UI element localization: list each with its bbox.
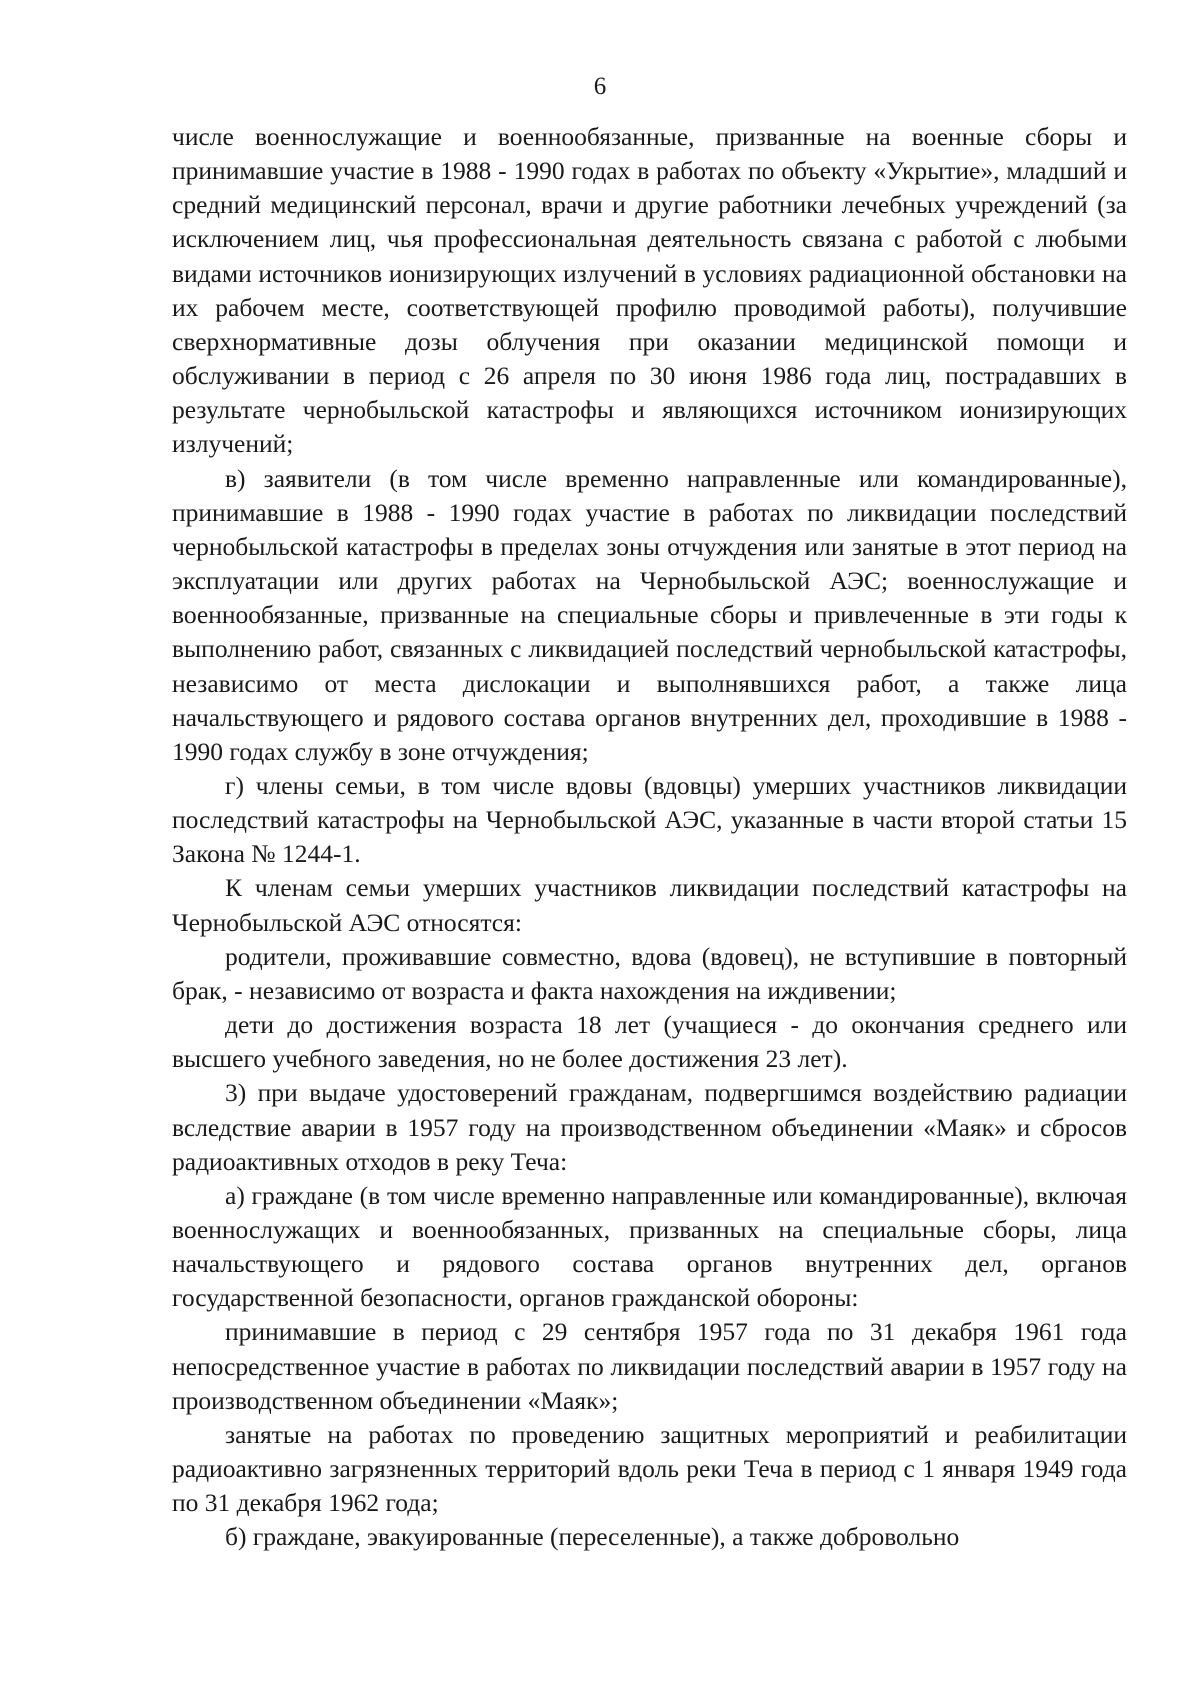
document-body: [172, 120, 1127, 1555]
paragraph-participants: принимавшие в период с 29 сентября 1957 года по 31 декабря 1961 года непосредственное участие в работах по ликвидации последствий аварии в 1957 году на производственном объединении «Маяк»;: [172, 1317, 1127, 1415]
paragraph-parents: родители, проживавшие совместно, вдова (вдовец), не вступившие в повторный брак, - независимо от возраста и факта нахождения на иждивении;: [172, 941, 1127, 1005]
paragraph-item-a: а) граждане (в том числе временно направленные или командированные), включая военнослужащих и военнообязанных, призванных на специальные сборы, лица начальствующего и рядового состава органов внутренних дел, органов государственной безопасности, органов гражданской обороны:: [172, 1180, 1127, 1313]
paragraph-children: дети до достижения возраста 18 лет (учащиеся - до окончания среднего или высшего учебного заведения, но не более достижения 23 лет).: [172, 1010, 1127, 1074]
page-number: 6: [593, 73, 607, 100]
paragraph-continuation: числе военнослужащие и военнообязанные, призванные на военные сборы и принимавшие участие в 1988 - 1990 годах в работах по объекту «Укрытие», младший и средний медицинский персонал, врачи и другие работники лечебных учреждений (за исключением лиц, чья профессиональная деятельность связана с работой с любыми видами источников ионизирующих излучений в условиях радиационной обстановки на их рабочем месте, соответствующей профилю проводимой работы), получившие сверхнормативные дозы облучения при оказании медицинской помощи и обслуживании в период с 26 апреля по 30 июня 1986 года лиц, пострадавших в результате чернобыльской катастрофы и являющихся источником ионизирующих излучений;: [172, 122, 1127, 459]
paragraph-item-b: б) граждане, эвакуированные (переселенные), а также добровольно: [225, 1522, 960, 1552]
paragraph-family-members: К членам семьи умерших участников ликвидации последствий катастрофы на Чернобыльской АЭС относятся:: [172, 873, 1127, 937]
paragraph-employed: занятые на работах по проведению защитных мероприятий и реабилитации радиоактивно загрязненных территорий вдоль реки Теча в период с 1 января 1949 года по 31 декабря 1962 года;: [172, 1419, 1127, 1518]
paragraph-item-v: в) заявители (в том числе временно направленные или командированные), принимавшие в 1988 - 1990 годах участие в работах по ликвидации последствий чернобыльской катастрофы в пределах зоны отчуждения или занятые в этот период на эксплуатации или других работах на Чернобыльской АЭС; военнослужащие и военнообязанные, призванные на специальные сборы и привлеченные в эти годы к выполнению работ, связанных с ликвидацией последствий чернобыльской катастрофы, независимо от места дислокации и выполнявшихся работ, а также лица начальствующего и рядового состава органов внутренних дел, проходившие в 1988 - 1990 годах службу в зоне отчуждения;: [172, 463, 1127, 766]
paragraph-item-g: г) члены семьи, в том числе вдовы (вдовцы) умерших участников ликвидации последствий катастрофы на Чернобыльской АЭС, указанные в части второй статьи 15 Закона № 1244-1.: [172, 770, 1127, 869]
paragraph-item-3: 3) при выдаче удостоверений гражданам, подвергшимся воздействию радиации вследствие аварии в 1957 году на производственном объединении «Маяк» и сбросов радиоактивных отходов в реку Теча:: [172, 1078, 1127, 1176]
